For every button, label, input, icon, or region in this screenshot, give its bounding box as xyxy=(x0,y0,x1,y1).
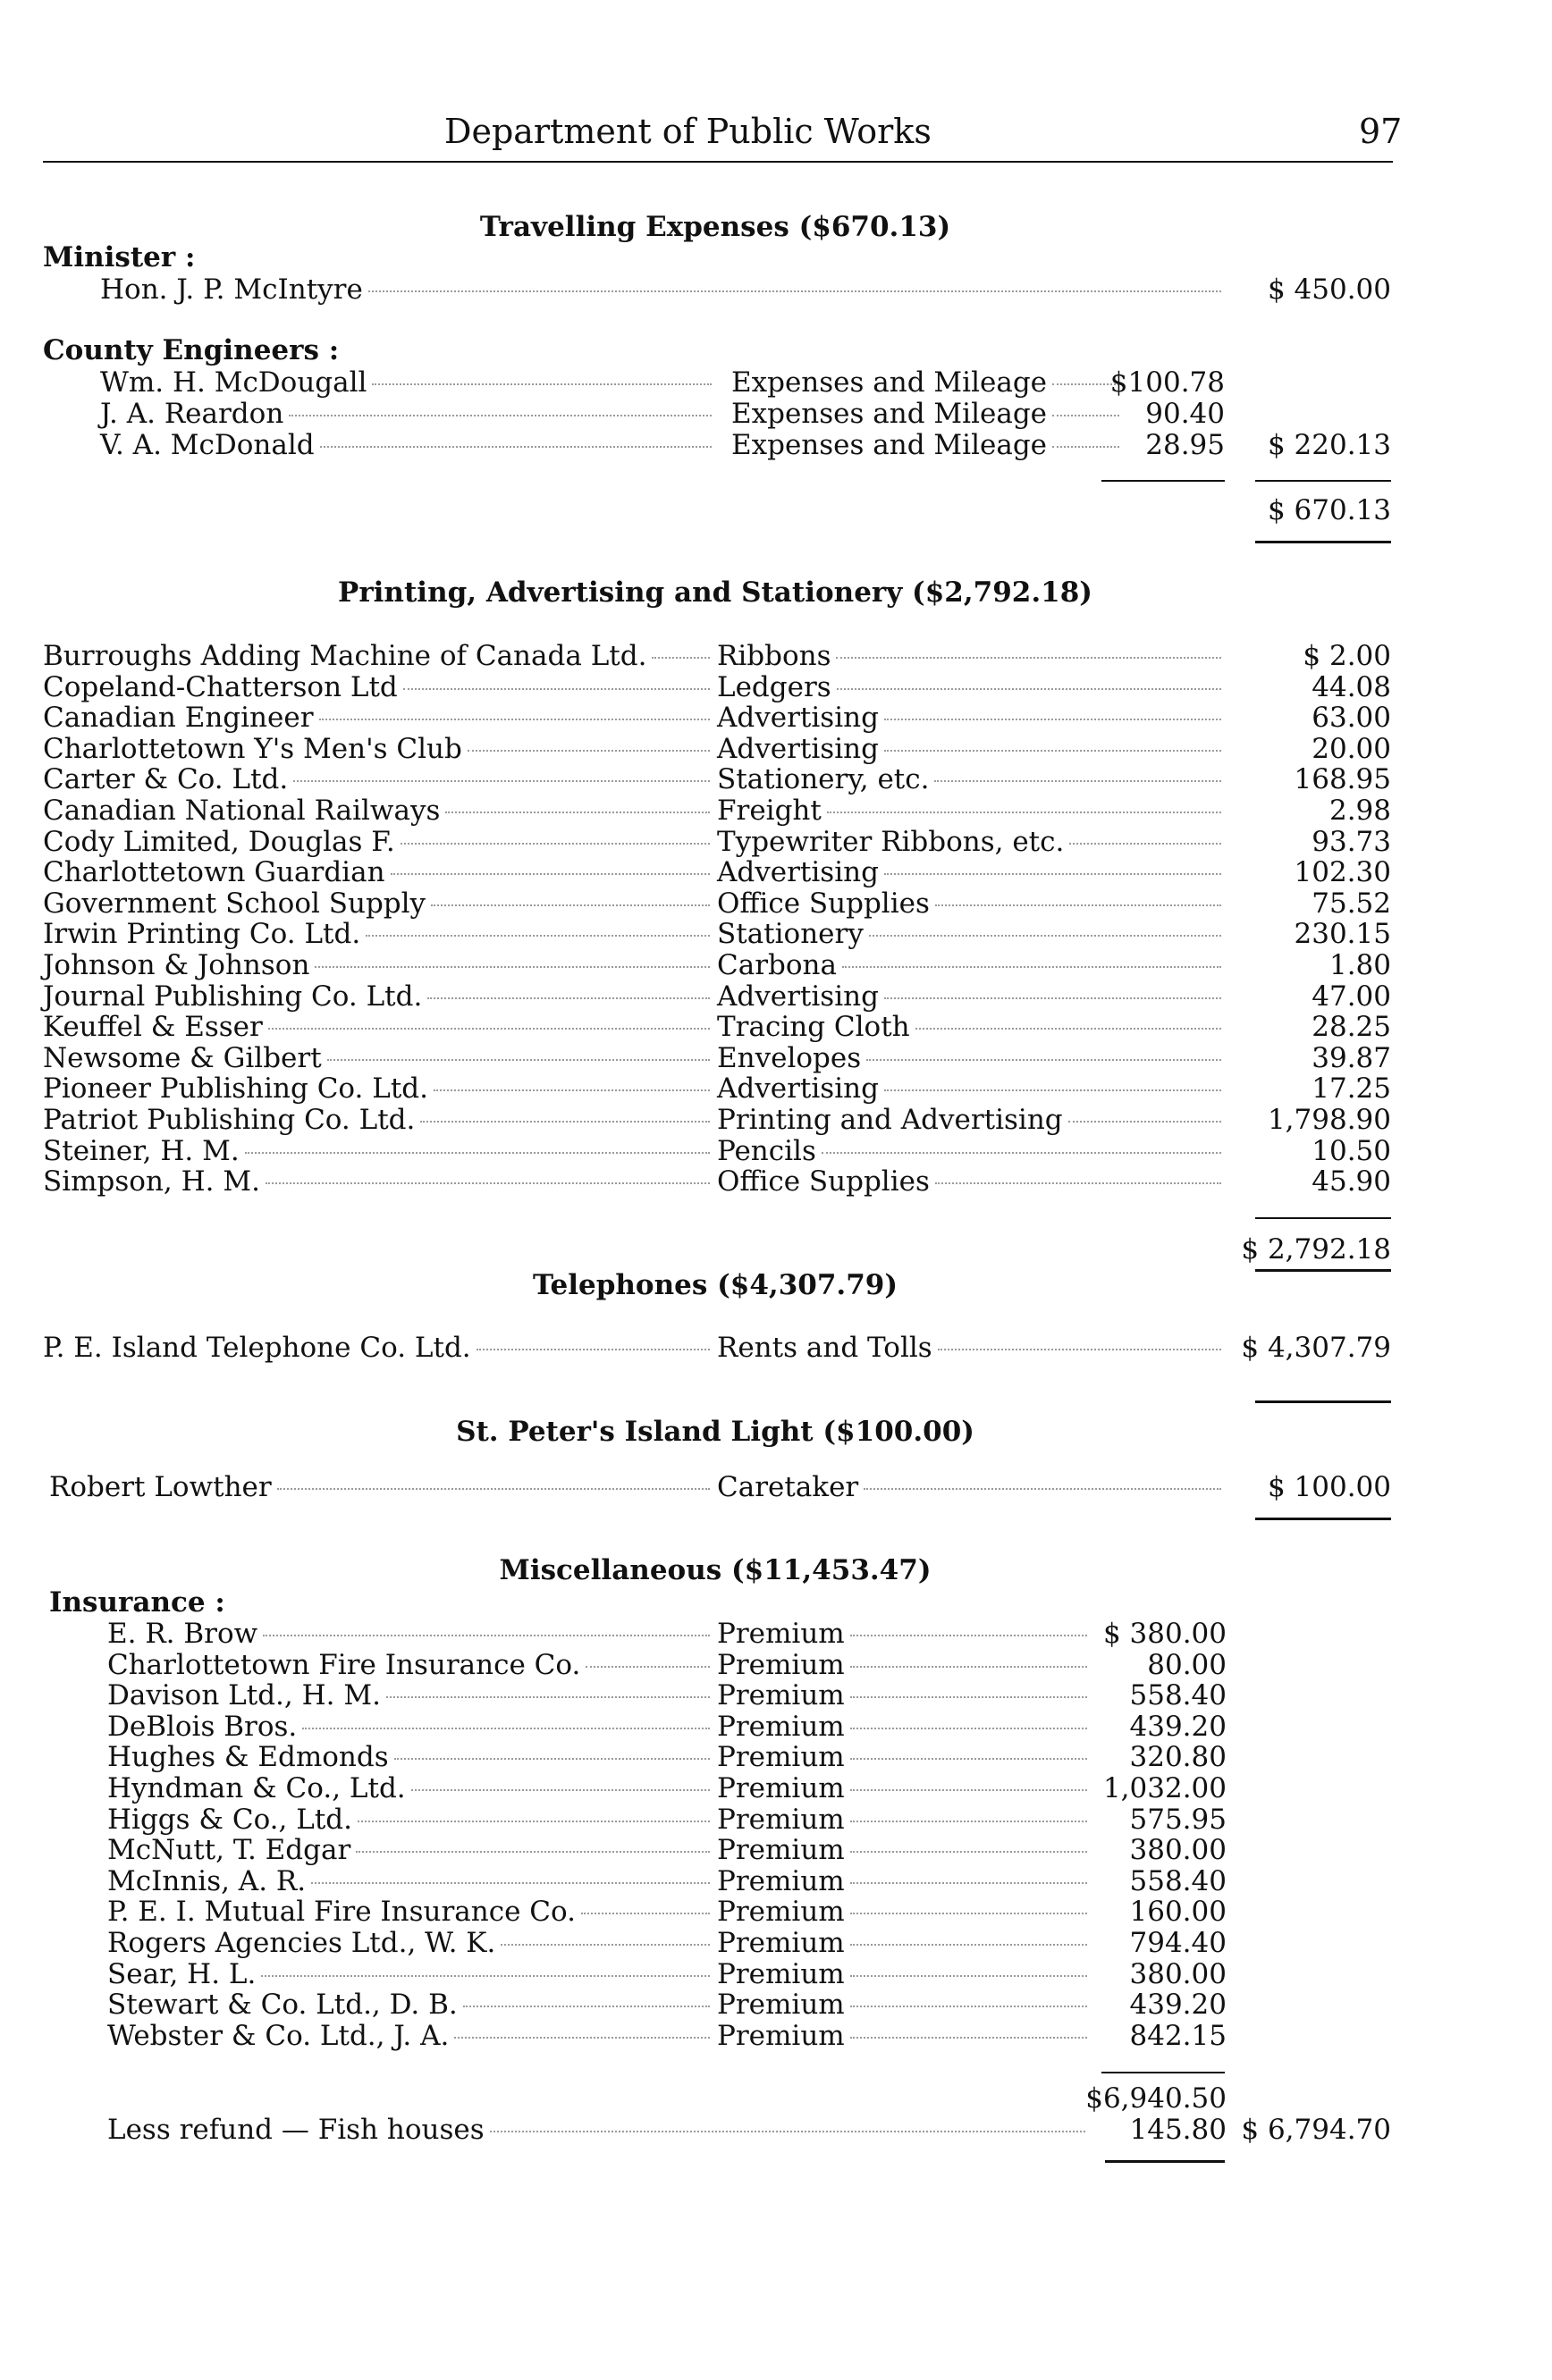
leader-dots xyxy=(263,1635,710,1636)
printing-row xyxy=(43,733,715,765)
insurance-row-amount: 320.80 xyxy=(1129,1741,1227,1774)
leader-dots xyxy=(884,719,1221,720)
printing-row-desc: Advertising xyxy=(717,1072,1227,1105)
printing-row-desc: Stationery xyxy=(717,918,1227,950)
printing-row-desc: Ribbons xyxy=(717,640,1227,672)
insurance-row-amount: 558.40 xyxy=(1129,1679,1227,1712)
printing-row-desc: Envelopes xyxy=(717,1042,1227,1074)
leader-dots xyxy=(850,1821,1087,1822)
printing-row-name: Copeland-Chatterson Ltd xyxy=(43,670,398,703)
insurance-row xyxy=(107,1804,715,1836)
printing-row-amount: 39.87 xyxy=(1312,1041,1391,1074)
leader-dots xyxy=(293,780,710,782)
engineer-amount: 90.40 xyxy=(1145,398,1225,430)
printing-row-name: Irwin Printing Co. Ltd. xyxy=(43,918,361,951)
leader-dots xyxy=(850,1728,1087,1729)
printing-row-amount: 168.95 xyxy=(1294,763,1391,796)
misc-subtotal: $6,940.50 xyxy=(1085,2082,1227,2115)
refund-amount: 145.80 xyxy=(1129,2114,1227,2146)
leader-dots xyxy=(884,997,1221,999)
insurance-row-name: Higgs & Co., Ltd. xyxy=(107,1803,352,1836)
printing-row-name: Government School Supply xyxy=(43,887,426,920)
insurance-row xyxy=(107,1896,715,1928)
printing-row-name: Charlottetown Guardian xyxy=(43,856,385,889)
leader-dots xyxy=(586,1666,710,1668)
leader-dots xyxy=(268,1028,710,1030)
printing-row-name: Cody Limited, Douglas F. xyxy=(43,825,395,858)
leader-dots xyxy=(401,843,710,845)
insurance-label: Insurance : xyxy=(49,1586,225,1619)
leader-dots xyxy=(427,997,710,999)
printing-row-name: Simpson, H. M. xyxy=(43,1165,260,1198)
leader-dots xyxy=(386,1696,710,1698)
leader-dots xyxy=(468,750,710,752)
total-rule xyxy=(1105,2160,1225,2163)
printing-row-name: Keuffel & Esser xyxy=(43,1011,263,1044)
leader-dots xyxy=(445,812,710,813)
printing-row xyxy=(43,795,715,827)
insurance-row xyxy=(107,1927,715,1959)
leader-dots xyxy=(501,1944,710,1946)
leader-dots xyxy=(850,1851,1087,1853)
insurance-row xyxy=(107,1741,715,1773)
printing-row xyxy=(43,980,715,1013)
printing-row xyxy=(43,1042,715,1074)
printing-row-desc: Office Supplies xyxy=(717,1165,1227,1198)
insurance-row-desc: Premium xyxy=(717,1865,1092,1897)
printing-row-desc: Carbona xyxy=(717,949,1227,981)
leader-dots xyxy=(850,1666,1087,1668)
leader-dots xyxy=(884,1089,1221,1091)
printing-row-desc: Printing and Advertising xyxy=(717,1104,1227,1136)
printing-row xyxy=(43,918,715,950)
printing-row-desc: Tracing Cloth xyxy=(717,1011,1227,1043)
page-number: 97 xyxy=(1359,112,1403,151)
leader-dots xyxy=(358,1821,710,1822)
printing-row-amount: 17.25 xyxy=(1312,1072,1391,1106)
printing-row-desc: Stationery, etc. xyxy=(717,763,1227,795)
leader-dots xyxy=(403,688,710,690)
printing-row-amount: 1,798.90 xyxy=(1267,1104,1391,1136)
leader-dots xyxy=(837,688,1221,690)
leader-dots xyxy=(850,1913,1087,1914)
leader-dots xyxy=(836,657,1221,659)
insurance-row xyxy=(107,1711,715,1743)
light-amount: $ 100.00 xyxy=(1267,1471,1391,1503)
insurance-row-desc: Premium xyxy=(717,1927,1092,1959)
engineer-amount: 28.95 xyxy=(1145,429,1225,461)
insurance-row-name: Davison Ltd., H. M. xyxy=(107,1679,381,1712)
insurance-row xyxy=(107,1958,715,1990)
insurance-row xyxy=(107,1618,715,1650)
leader-dots xyxy=(866,1059,1221,1061)
telephone-desc: Rents and Tolls xyxy=(717,1332,1227,1364)
insurance-row-name: P. E. I. Mutual Fire Insurance Co. xyxy=(107,1896,577,1929)
leader-dots xyxy=(850,1944,1087,1946)
leader-dots xyxy=(490,2131,1085,2132)
insurance-row-desc: Premium xyxy=(717,1711,1092,1743)
light-row: Robert Lowther xyxy=(49,1471,715,1503)
printing-row-amount: 93.73 xyxy=(1312,825,1391,858)
insurance-row-amount: 439.20 xyxy=(1129,1710,1227,1743)
insurance-row-desc: Premium xyxy=(717,1804,1092,1836)
insurance-row-desc: Premium xyxy=(717,1896,1092,1928)
printing-row-name: Charlottetown Y's Men's Club xyxy=(43,732,462,765)
leader-dots xyxy=(434,1089,710,1091)
printing-row-name: Canadian National Railways xyxy=(43,795,441,827)
insurance-row xyxy=(107,1772,715,1804)
engineers-total: $ 220.13 xyxy=(1267,429,1391,461)
leader-dots xyxy=(1068,1121,1221,1123)
insurance-row-amount: 794.40 xyxy=(1129,1927,1227,1959)
leader-dots xyxy=(934,780,1221,782)
leader-dots xyxy=(850,1758,1087,1760)
leader-dots xyxy=(864,1488,1221,1490)
insurance-row xyxy=(107,1989,715,2021)
leader-dots xyxy=(850,1696,1087,1698)
leader-dots xyxy=(320,446,712,448)
leader-dots xyxy=(850,1882,1087,1884)
leader-dots xyxy=(311,1882,710,1884)
insurance-row-desc: Premium xyxy=(717,1741,1092,1773)
leader-dots xyxy=(420,1121,710,1123)
insurance-row-desc: Premium xyxy=(717,1618,1092,1650)
insurance-row-amount: $ 380.00 xyxy=(1102,1618,1227,1650)
leader-dots xyxy=(319,719,710,720)
leader-dots xyxy=(581,1913,710,1914)
engineer-desc: Expenses and Mileage xyxy=(731,366,1125,399)
minister-name: Hon. J. P. McIntyre xyxy=(100,273,363,306)
insurance-row-amount: 842.15 xyxy=(1129,2019,1227,2052)
leader-dots xyxy=(850,1975,1087,1977)
misc-total: $ 6,794.70 xyxy=(1241,2114,1391,2146)
printing-row xyxy=(43,1072,715,1105)
telephone-row: P. E. Island Telephone Co. Ltd. xyxy=(43,1332,715,1364)
insurance-row-name: McNutt, T. Edgar xyxy=(107,1834,351,1867)
leader-dots xyxy=(302,1728,710,1729)
printing-row-amount: 1.80 xyxy=(1328,949,1391,981)
leader-dots xyxy=(245,1152,710,1154)
leader-dots xyxy=(850,2006,1087,2007)
printing-total: $ 2,792.18 xyxy=(1241,1233,1391,1266)
leader-dots xyxy=(938,1349,1221,1350)
leader-dots xyxy=(391,873,710,875)
insurance-row-amount: 380.00 xyxy=(1129,1957,1227,1990)
insurance-row-amount: 160.00 xyxy=(1129,1896,1227,1929)
county-engineers-label: County Engineers : xyxy=(43,334,340,366)
insurance-row-name: Charlottetown Fire Insurance Co. xyxy=(107,1648,581,1681)
engineer-name: Wm. H. McDougall xyxy=(100,366,367,399)
leader-dots xyxy=(266,1182,710,1184)
printing-row xyxy=(43,1165,715,1198)
page-title: Department of Public Works xyxy=(444,112,932,151)
insurance-row-desc: Premium xyxy=(717,1772,1092,1804)
leader-dots xyxy=(822,1152,1221,1154)
printing-row-name: Canadian Engineer xyxy=(43,702,314,735)
printing-row-desc: Pencils xyxy=(717,1135,1227,1167)
printing-row-amount: 230.15 xyxy=(1294,918,1391,951)
engineer-desc: Expenses and Mileage xyxy=(731,429,1125,461)
leader-dots xyxy=(884,873,1221,875)
insurance-row-desc: Premium xyxy=(717,1989,1092,2021)
insurance-row-desc: Premium xyxy=(717,1834,1092,1866)
light-desc: Caretaker xyxy=(717,1471,1227,1503)
insurance-row-amount: 80.00 xyxy=(1147,1648,1227,1681)
insurance-row-desc: Premium xyxy=(717,1649,1092,1681)
printing-row-amount: 10.50 xyxy=(1312,1134,1391,1167)
minister-label: Minister : xyxy=(43,241,196,273)
insurance-row xyxy=(107,2020,715,2052)
printing-row xyxy=(43,1135,715,1167)
insurance-row-amount: 380.00 xyxy=(1129,1834,1227,1867)
printing-row-amount: $ 2.00 xyxy=(1303,640,1391,672)
leader-dots xyxy=(366,935,710,937)
leader-dots xyxy=(277,1488,710,1490)
leader-dots xyxy=(431,904,710,906)
header-rule xyxy=(43,161,1393,163)
printing-row-amount: 102.30 xyxy=(1294,856,1391,889)
insurance-row-name: E. R. Brow xyxy=(107,1618,258,1650)
printing-row-desc: Typewriter Ribbons, etc. xyxy=(717,826,1227,858)
printing-row-desc: Freight xyxy=(717,795,1227,827)
engineer-amount: $100.78 xyxy=(1109,366,1225,399)
insurance-row xyxy=(107,1834,715,1866)
leader-dots xyxy=(935,1182,1221,1184)
subtotal-rule xyxy=(1255,480,1391,482)
travelling-grand-total: $ 670.13 xyxy=(1267,494,1391,526)
printing-row-amount: 45.90 xyxy=(1312,1165,1391,1198)
leader-dots xyxy=(850,1635,1087,1636)
leader-dots xyxy=(915,1028,1221,1030)
insurance-row xyxy=(107,1679,715,1711)
insurance-row-name: McInnis, A. R. xyxy=(107,1864,307,1897)
printing-row xyxy=(43,671,715,703)
leader-dots xyxy=(372,383,712,385)
insurance-row-desc: Premium xyxy=(717,1958,1092,1990)
printing-row-desc: Advertising xyxy=(717,856,1227,888)
leader-dots xyxy=(869,935,1221,937)
printing-row-name: Newsome & Gilbert xyxy=(43,1041,322,1074)
engineer-name: V. A. McDonald xyxy=(100,429,315,461)
printing-row xyxy=(43,763,715,795)
printing-row-amount: 2.98 xyxy=(1328,795,1391,827)
printing-row xyxy=(43,1011,715,1043)
total-rule xyxy=(1255,1518,1391,1520)
printing-row xyxy=(43,887,715,920)
leader-dots xyxy=(652,657,710,659)
leader-dots xyxy=(1069,843,1221,845)
total-rule xyxy=(1255,541,1391,543)
printing-row-name: Carter & Co. Ltd. xyxy=(43,763,289,796)
printing-row xyxy=(43,640,715,672)
leader-dots xyxy=(842,966,1221,968)
insurance-row-amount: 439.20 xyxy=(1129,1989,1227,2022)
printing-row-amount: 20.00 xyxy=(1312,732,1391,765)
subtotal-rule xyxy=(1101,2072,1225,2073)
refund-row: Less refund — Fish houses xyxy=(107,2114,1091,2146)
insurance-row-name: DeBlois Bros. xyxy=(107,1710,298,1743)
leader-dots xyxy=(850,2037,1087,2039)
printing-row-desc: Advertising xyxy=(717,733,1227,765)
leader-dots xyxy=(411,1789,710,1791)
printing-row-amount: 47.00 xyxy=(1312,980,1391,1013)
printing-row-amount: 63.00 xyxy=(1312,702,1391,735)
misc-title: Miscellaneous ($11,453.47) xyxy=(499,1554,932,1586)
insurance-row-name: Stewart & Co. Ltd., D. B. xyxy=(107,1989,458,2022)
travelling-title: Travelling Expenses ($670.13) xyxy=(479,211,951,243)
minister-row xyxy=(100,273,1227,306)
printing-row-amount: 75.52 xyxy=(1312,887,1391,920)
leader-dots xyxy=(394,1758,710,1760)
printing-row-amount: 44.08 xyxy=(1312,670,1391,703)
engineer-desc: Expenses and Mileage xyxy=(731,398,1125,430)
telephone-amount: $ 4,307.79 xyxy=(1241,1332,1391,1364)
leader-dots xyxy=(289,415,712,416)
subtotal-rule xyxy=(1255,1217,1391,1219)
insurance-row-name: Webster & Co. Ltd., J. A. xyxy=(107,2019,450,2052)
printing-row-desc: Advertising xyxy=(717,980,1227,1013)
insurance-row-amount: 1,032.00 xyxy=(1102,1772,1227,1804)
engineer-row xyxy=(100,398,717,430)
printing-row-amount: 28.25 xyxy=(1312,1011,1391,1044)
insurance-row-name: Hughes & Edmonds xyxy=(107,1741,389,1774)
printing-row-name: Johnson & Johnson xyxy=(43,949,310,981)
engineer-name: J. A. Reardon xyxy=(100,398,284,430)
printing-row-desc: Office Supplies xyxy=(717,887,1227,920)
total-rule xyxy=(1255,1400,1391,1403)
printing-row xyxy=(43,826,715,858)
printing-row xyxy=(43,702,715,734)
printing-row-name: Journal Publishing Co. Ltd. xyxy=(43,980,423,1013)
leader-dots xyxy=(356,1851,710,1853)
leader-dots xyxy=(368,290,1221,292)
leader-dots xyxy=(454,2037,710,2039)
insurance-row xyxy=(107,1649,715,1681)
light-title: St. Peter's Island Light ($100.00) xyxy=(456,1416,974,1448)
printing-row-desc: Advertising xyxy=(717,702,1227,734)
leader-dots xyxy=(827,812,1221,813)
insurance-row xyxy=(107,1865,715,1897)
insurance-row-desc: Premium xyxy=(717,1679,1092,1711)
insurance-row-name: Rogers Agencies Ltd., W. K. xyxy=(107,1927,496,1959)
printing-row xyxy=(43,1104,715,1136)
leader-dots xyxy=(477,1349,710,1350)
leader-dots xyxy=(935,904,1221,906)
printing-row-name: Steiner, H. M. xyxy=(43,1134,240,1167)
printing-row-name: Burroughs Adding Machine of Canada Ltd. xyxy=(43,640,647,672)
leader-dots xyxy=(463,2006,710,2007)
engineer-row xyxy=(100,366,717,399)
printing-row-desc: Ledgers xyxy=(717,671,1227,703)
printing-row xyxy=(43,949,715,981)
engineer-row xyxy=(100,429,717,461)
leader-dots xyxy=(261,1975,710,1977)
leader-dots xyxy=(884,750,1221,752)
insurance-row-desc: Premium xyxy=(717,2020,1092,2052)
leader-dots xyxy=(850,1789,1087,1791)
minister-total: $ 450.00 xyxy=(1267,273,1391,306)
printing-row xyxy=(43,856,715,888)
printing-title: Printing, Advertising and Stationery ($2,792.18) xyxy=(338,576,1092,609)
printing-row-name: Pioneer Publishing Co. Ltd. xyxy=(43,1072,429,1106)
leader-dots xyxy=(315,966,710,968)
printing-row-name: Patriot Publishing Co. Ltd. xyxy=(43,1104,416,1136)
leader-dots xyxy=(327,1059,710,1061)
insurance-row-amount: 558.40 xyxy=(1129,1864,1227,1897)
insurance-row-name: Hyndman & Co., Ltd. xyxy=(107,1772,406,1804)
subtotal-rule xyxy=(1101,480,1225,482)
insurance-row-amount: 575.95 xyxy=(1129,1803,1227,1836)
telephones-title: Telephones ($4,307.79) xyxy=(532,1269,898,1301)
insurance-row-name: Sear, H. L. xyxy=(107,1957,257,1990)
